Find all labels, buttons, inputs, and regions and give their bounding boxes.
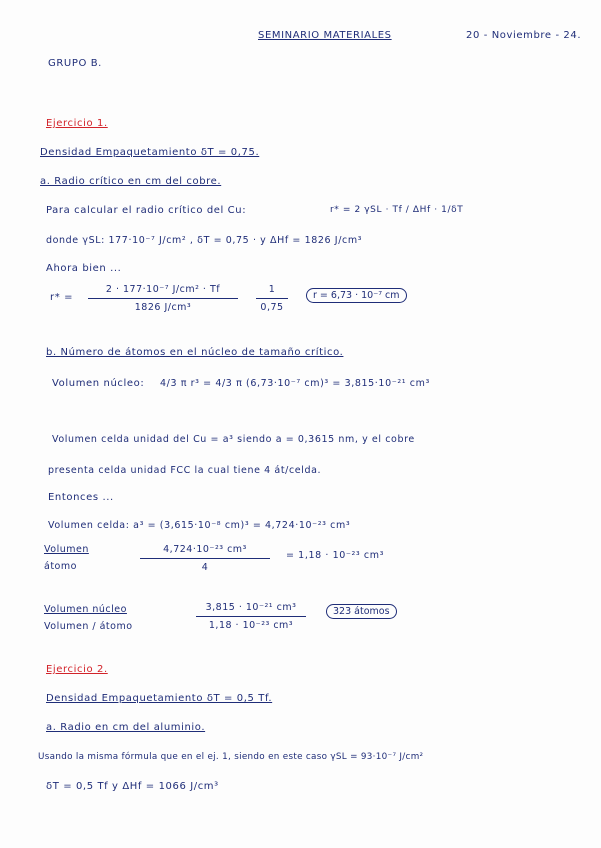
ex2-given: Densidad Empaquetamiento δT = 0,5 Tf. <box>46 693 273 704</box>
vol-per-atom-mid-den: 4 <box>201 562 209 573</box>
rstar-lhs: r* = <box>50 292 74 303</box>
count-label-num: Volumen núcleo <box>44 604 127 615</box>
count-label-den: Volumen / átomo <box>44 621 133 632</box>
vol-per-atom-result: = 1,18 · 10⁻²³ cm³ <box>286 550 385 561</box>
ex1-heading: Ejercicio 1. <box>46 118 108 129</box>
ex1-given: Densidad Empaquetamiento δT = 0,75. <box>40 147 260 158</box>
count-denominator: 1,18 · 10⁻²³ cm³ <box>208 620 294 631</box>
ex1-part-a: a. Radio crítico en cm del cobre. <box>40 176 222 187</box>
group-label: GRUPO B. <box>48 58 102 69</box>
ex1-line2: donde γSL: 177·10⁻⁷ J/cm² , δT = 0,75 · y ΔHf = 1826 J/cm³ <box>46 235 363 246</box>
ex1-part-b: b. Número de átomos en el núcleo de tamaño crítico. <box>46 347 344 358</box>
vol-cell-line1: Volumen celda unidad del Cu = a³ siendo a = 0,3615 nm, y el cobre <box>52 434 415 445</box>
header-date: 20 - Noviembre - 24. <box>466 30 582 41</box>
rstar-numerator: 2 · 177·10⁻⁷ J/cm² · Tf <box>105 284 221 295</box>
count-fraction <box>196 602 306 631</box>
count-numerator: 3,815 · 10⁻²¹ cm³ <box>205 602 297 613</box>
ex1-line1-text: Para calcular el radio crítico del Cu: <box>46 205 247 216</box>
ex2-part-a: a. Radio en cm del aluminio. <box>46 722 206 733</box>
rstar-fraction <box>88 284 238 313</box>
rstar-mul-denominator: 0,75 <box>260 302 284 313</box>
rstar-result: r = 6,73 · 10⁻⁷ cm <box>306 288 407 303</box>
entonces-label: Entonces ... <box>48 492 114 503</box>
vol-cell-calc: Volumen celda: a³ = (3,615·10⁻⁸ cm)³ = 4,724·10⁻²³ cm³ <box>48 520 351 531</box>
ex1-line1-formula: r* = 2 γSL · Tf / ΔHf · 1/δT <box>330 205 464 215</box>
rstar-multiplier <box>256 284 288 313</box>
vol-per-atom-fraction <box>140 544 270 573</box>
vol-per-atom-num: Volumen <box>44 544 89 555</box>
count-result: 323 átomos <box>326 604 397 619</box>
ex2-line2: δT = 0,5 Tf y ΔHf = 1066 J/cm³ <box>46 781 219 792</box>
rstar-denominator: 1826 J/cm³ <box>134 302 192 313</box>
count-label <box>44 604 154 632</box>
vol-atom-formula: 4/3 π r³ = 4/3 π (6,73·10⁻⁷ cm)³ = 3,815·10⁻²¹ cm³ <box>160 378 430 389</box>
vol-per-atom-den: átomo <box>44 561 77 572</box>
ex2-heading: Ejercicio 2. <box>46 664 108 675</box>
rstar-mul-numerator: 1 <box>268 284 276 295</box>
ex1-line3: Ahora bien ... <box>46 263 122 274</box>
ex2-line1: Usando la misma fórmula que en el ej. 1, siendo en este caso γSL = 93·10⁻⁷ J/cm² <box>38 752 424 762</box>
vol-per-atom-mid-num: 4,724·10⁻²³ cm³ <box>163 544 247 555</box>
header-title: SEMINARIO MATERIALES <box>258 30 392 41</box>
vol-atom-label: Volumen núcleo: <box>52 378 145 389</box>
vol-per-atom-label <box>44 544 98 572</box>
vol-cell-line2: presenta celda unidad FCC la cual tiene 4 át/celda. <box>48 465 322 476</box>
